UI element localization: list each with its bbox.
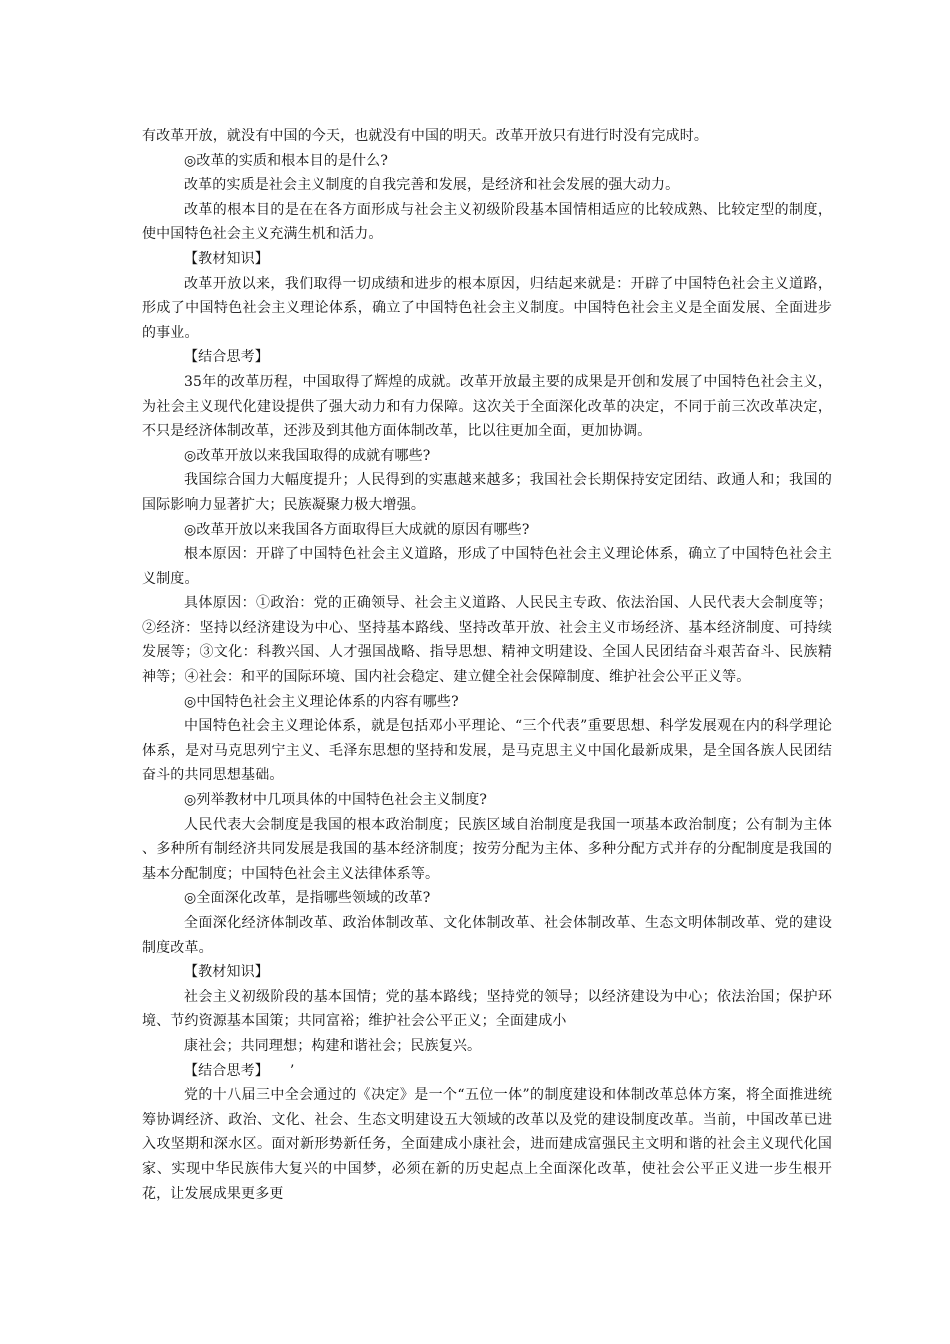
- heading-combined-thinking-2: [142, 1059, 832, 1084]
- question-reasons: ◎改革开放以来我国各方面取得巨大成就的原因有哪些?: [184, 521, 530, 538]
- paragraph-root-cause: 改革开放以来，我们取得一切成绩和进步的根本原因，归结起来就是：开辟了中国特色社会主义道路，形成了中国特色社会主义理论体系，确立了中国特色社会主义制度。中国特色社会主义是全面发展、全面进步的事业。: [142, 275, 832, 341]
- stray-mark: ’: [289, 1062, 295, 1079]
- paragraph-basic-conditions: 社会主义初级阶段的基本国情；党的基本路线；坚持党的领导；以经济建设为中心；依法治国；保护环境、节约资源基本国策；共同富裕；维护社会公平正义；全面建成小: [142, 988, 832, 1030]
- paragraph-achievements: 我国综合国力大幅度提升；人民得到的实惠越来越多；我国社会长期保持安定团结、政通人和；我国的国际影响力显著扩大；民族凝聚力极大增强。: [142, 472, 832, 513]
- heading-text: 【结合思考】: [184, 1062, 262, 1079]
- paragraph-1: 有改革开放，就没有中国的今天，也就没有中国的明天。改革开放只有进行时没有完成时。: [142, 128, 708, 144]
- heading-combined-thinking-1: 【结合思考】: [184, 349, 269, 366]
- paragraph-reform-purpose: 改革的根本目的是在在各方面形成与社会主义初级阶段基本国情相适应的比较成熟、比较定型的制度，使中国特色社会主义充满生机和活力。: [142, 201, 832, 243]
- question-deepening-reform: ◎全面深化改革，是指哪些领域的改革?: [184, 890, 431, 907]
- paragraph-fundamental-reason: 根本原因：开辟了中国特色社会主义道路，形成了中国特色社会主义理论体系，确立了中国特色社会主义制度。: [142, 546, 832, 587]
- paragraph-xiaokang: 康社会；共同理想；构建和谐社会；民族复兴。: [184, 1037, 482, 1054]
- document-page: [142, 124, 832, 1206]
- paragraph-deepening-reform: 全面深化经济体制改革、政治体制改革、文化体制改革、社会体制改革、生态文明体制改革、党的建设制度改革。: [142, 915, 832, 956]
- paragraph-theory-system: 中国特色社会主义理论体系，就是包括邓小平理论、“三个代表”重要思想、科学发展观在内的科学理论体系，是对马克思列宁主义、毛泽东思想的坚持和发展，是马克思主义中国化最新成果，是全国各族人民团结奋斗的共同思想基础。: [142, 718, 832, 784]
- heading-textbook-knowledge-1: 【教材知识】: [184, 250, 269, 267]
- paragraph-third-plenum: 党的十八届三中全会通过的《决定》是一个“五位一体”的制度建设和体制改革总体方案，将全面推进统筹协调经济、政治、文化、社会、生态文明建设五大领域的改革以及党的建设制度改革。当前，中国改革已进入攻坚期和深水区。面对新形势新任务，全面建成小康社会，进而建成富强民主文明和谐的社会主义现代化国家、实现中华民族伟大复兴的中国梦，必须在新的历史起点上全面深化改革，使社会公平正义进一步生根开花，让发展成果更多更: [142, 1087, 832, 1202]
- question-reform-essence: ◎改革的实质和根本目的是什么?: [184, 152, 388, 169]
- heading-textbook-knowledge-2: 【教材知识】: [184, 964, 269, 981]
- paragraph-reform-essence: 改革的实质是社会主义制度的自我完善和发展，是经济和社会发展的强大动力。: [184, 177, 680, 194]
- question-systems: ◎列举教材中几项具体的中国特色社会主义制度?: [184, 792, 488, 809]
- paragraph-35-years: 35年的改革历程，中国取得了辉煌的成就。改革开放最主要的成果是开创和发展了中国特色社会主义，为社会主义现代化建设提供了强大动力和有力保障。这次关于全面深化改革的决定，不同于前三次改革决定，不只是经济体制改革，还涉及到其他方面体制改革，比以往更加全面，更加协调。: [142, 373, 832, 440]
- question-theory-system: ◎中国特色社会主义理论体系的内容有哪些?: [184, 693, 459, 710]
- paragraph-specific-reasons: 具体原因：①政治：党的正确领导、社会主义道路、人民民主专政、依法治国、人民代表大会制度等；②经济：坚持以经济建设为中心、坚持基本路线、坚持改革开放、社会主义市场经济、基本经济制度、可持续发展等；③文化：科教兴国、人才强国战略、指导思想、精神文明建设、全国人民团结奋斗艰苦奋斗、民族精神等；④社会：和平的国际环境、国内社会稳定、建立健全社会保障制度、维护社会公平正义等。: [142, 595, 832, 686]
- paragraph-systems: 人民代表大会制度是我国的根本政治制度；民族区域自治制度是我国一项基本政治制度；公有制为主体 、多种所有制经济共同发展是我国的基本经济制度；按劳分配为主体、多种分配方式并存的分配制度是我国的基本分配制度；中国特色社会主义法律体系等。: [142, 816, 832, 882]
- question-achievements: ◎改革开放以来我国取得的成就有哪些?: [184, 447, 431, 464]
